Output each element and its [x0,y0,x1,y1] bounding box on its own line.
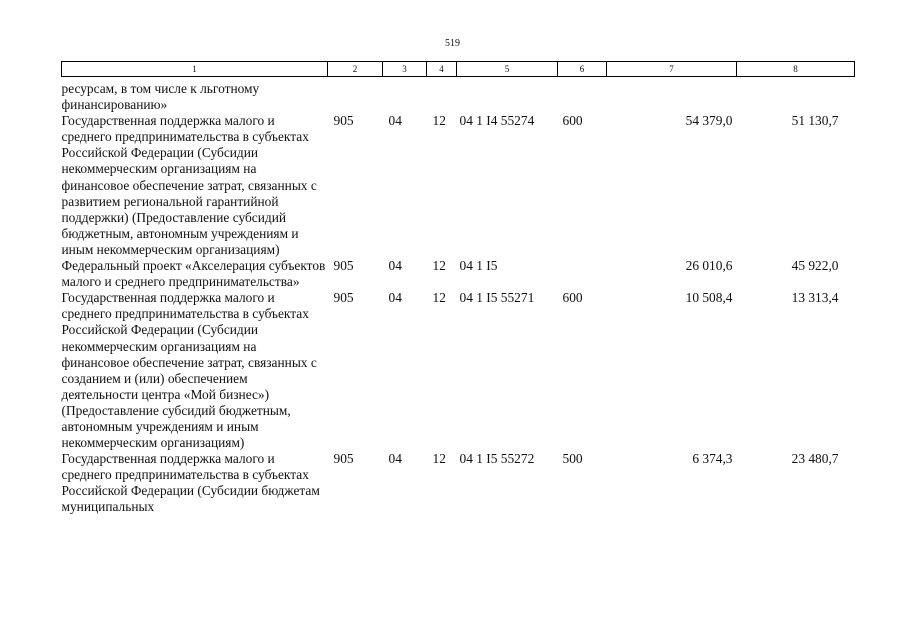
target-code [457,77,558,114]
table-row [62,258,855,290]
column-header: 1 [62,62,328,77]
admin-code: 905 [333,290,354,306]
column-header: 5 [457,62,558,77]
target-code: 04 1 I5 55272 [459,451,535,467]
table-row [62,113,855,258]
amount-second: 23 480,7 [791,451,839,467]
expense-type: 600 [562,113,583,129]
item-name: Государственная поддержка малого и среднего предпринимательства в субъектах Российской Федерации (Субсидии бюджетам муниципальных [61,451,320,515]
item-name: Федеральный проект «Акселерация субъектов малого и среднего предпринимательства» [61,258,326,290]
amount-first: 6 374,3 [692,451,733,467]
column-header: 6 [558,62,607,77]
amount-second: 51 130,7 [791,113,839,129]
admin-code: 905 [333,258,354,274]
column-header: 2 [328,62,383,77]
subsection-code: 12 [432,451,446,467]
admin-code: 905 [333,451,354,467]
target-code: 04 1 I5 55271 [459,290,535,306]
table-row [62,290,855,451]
amount-second: 13 313,4 [791,290,839,306]
budget-table [61,61,855,516]
column-header: 4 [427,62,457,77]
column-header: 8 [737,62,855,77]
section-code: 04 [388,113,402,129]
subsection-code: 12 [432,290,446,306]
expense-type [558,77,607,114]
amount-second [737,77,855,114]
amount-second: 45 922,0 [791,258,839,274]
target-code: 04 1 I4 55274 [459,113,535,129]
item-name: ресурсам, в том числе к льготному финансированию» [61,81,260,113]
item-name: Государственная поддержка малого и среднего предпринимательства в субъектах Российской Федерации (Субсидии некоммерческим организациям на финансовое обеспечение затрат, связанных с развитием региональной гарантийной поддержки) (Предоставление субсидий бюджетным, автономным учреждениям и иным некоммерческим организациям) [61,113,317,257]
column-number-row [62,62,855,77]
page-number: 519 [445,38,460,49]
admin-code [328,77,383,114]
expense-type: 500 [562,451,583,467]
amount-first: 26 010,6 [685,258,733,274]
admin-code: 905 [333,113,354,129]
column-header: 3 [383,62,427,77]
amount-first: 10 508,4 [685,290,733,306]
subsection-code [427,77,457,114]
amount-first [607,77,737,114]
table-row [62,451,855,515]
target-code: 04 1 I5 [459,258,498,274]
table-row [62,77,855,114]
amount-first: 54 379,0 [685,113,733,129]
section-code: 04 [388,451,402,467]
expense-type [558,258,607,290]
column-header: 7 [607,62,737,77]
subsection-code: 12 [432,258,446,274]
section-code: 04 [388,290,402,306]
section-code [383,77,427,114]
subsection-code: 12 [432,113,446,129]
section-code: 04 [388,258,402,274]
item-name: Государственная поддержка малого и среднего предпринимательства в субъектах Российской Федерации (Субсидии некоммерческим организациям на финансовое обеспечение затрат, связанных с созданием и (или) обеспечением деятельности центра «Мой бизнес») (Предоставление субсидий бюджетным, автономным учреждениям и иным некоммерческим организациям) [61,290,317,451]
expense-type: 600 [562,290,583,306]
